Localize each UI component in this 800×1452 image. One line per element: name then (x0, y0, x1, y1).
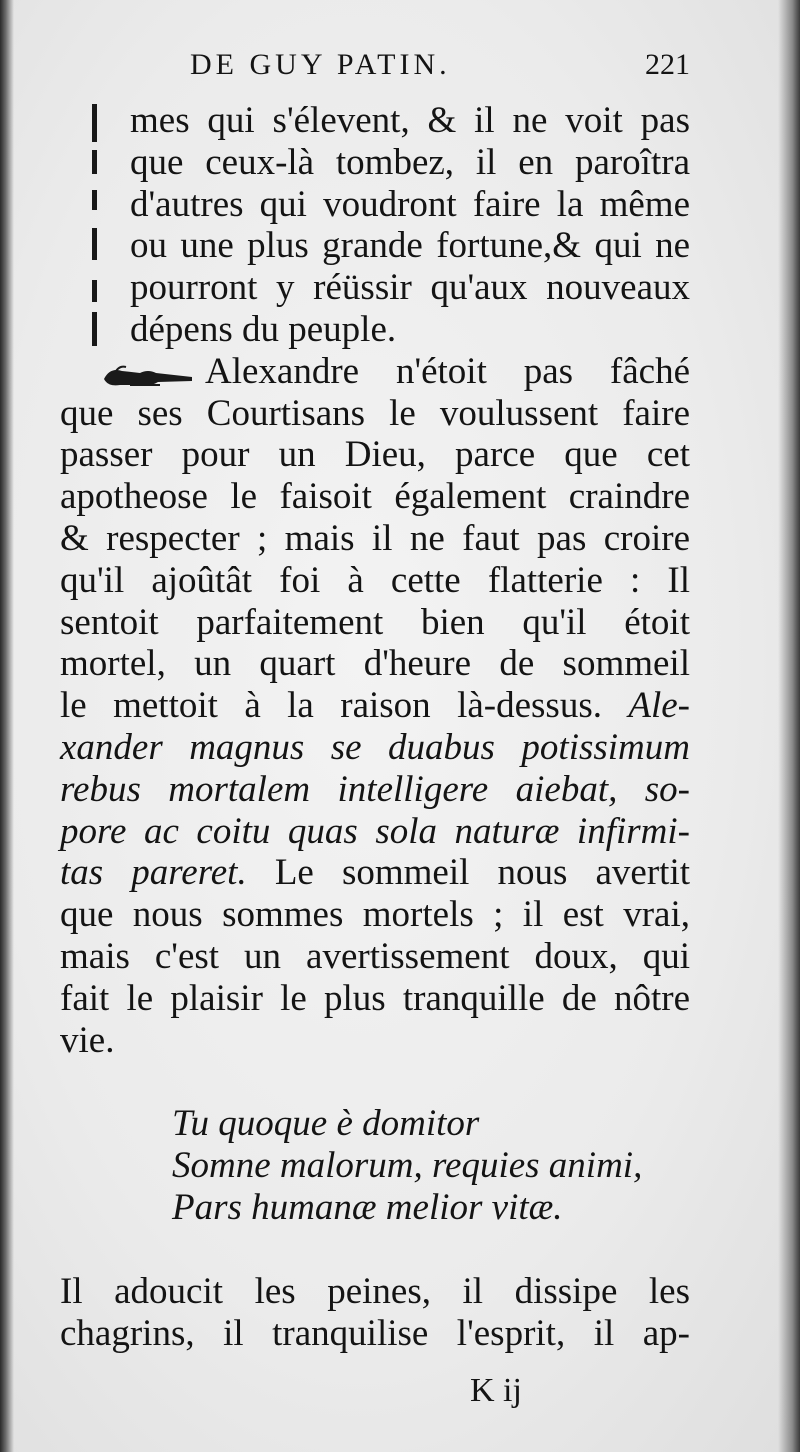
latin-quote-line: pore ac coitu quas sola naturæ infirmi- (60, 810, 690, 852)
latin-quote-line: xander magnus se duabus potissimum (60, 726, 690, 768)
paragraph-start-line: Alexandre n'étoit pas fâché (205, 350, 690, 392)
latin-quote-line (60, 769, 690, 811)
text-line: vie. (60, 1019, 115, 1061)
text-line (60, 685, 690, 727)
text-line: sentoit parfaitement bien qu'il étoit (60, 601, 690, 643)
text-line: mais c'est un avertissement doux, qui (60, 935, 690, 977)
text-fragment: Le sommeil nous avertit (274, 852, 691, 894)
text-line: mortel, un quart d'heure de sommeil (60, 643, 690, 685)
page-number: 221 (645, 48, 690, 81)
latin-quote-fragment: tas pareret. (60, 852, 247, 894)
verse-line: Pars humanæ melior vitæ. (172, 1186, 563, 1228)
text-line: apotheose le faisoit également craindre (60, 476, 690, 518)
text-line: pourront y réüssir qu'aux nouveaux (130, 267, 690, 309)
page-left-edge-shadow (0, 0, 14, 1452)
text-fragment: le mettoit à la raison là-dessus. (60, 685, 602, 727)
text-line (60, 852, 690, 894)
verse-line: Tu quoque è domitor (172, 1103, 480, 1145)
latin-quote-fragment: so- (644, 768, 691, 810)
text-line: qu'il ajoûtât foi à cette flatterie : Il (60, 559, 690, 601)
running-title: DE GUY PATIN. (190, 48, 451, 81)
text-line: ou une plus grande fortune,& qui ne (130, 225, 690, 267)
text-line: Il adoucit les peines, il dissipe les (60, 1270, 690, 1312)
text-line: d'autres qui voudront faire la même (130, 183, 690, 225)
latin-quote-fragment: Ale- (628, 685, 690, 727)
verse-line: Somne malorum, requies animi, (172, 1145, 643, 1187)
text-line: que ceux-là tombez, il en paroîtra (130, 141, 690, 183)
text-line: & respecter ; mais il ne faut pas croire (60, 517, 690, 559)
text-line: que nous sommes mortels ; il est vrai, (60, 894, 690, 936)
page-header (190, 48, 690, 98)
text-line: fait le plaisir le plus tranquille de nôtre (60, 977, 690, 1019)
text-line: mes qui s'élevent, & il ne voit pas (130, 100, 690, 141)
text-line: dépens du peuple. (130, 308, 397, 350)
latin-quote-fragment: rebus mortalem intelligere aiebat, (60, 768, 618, 810)
page-body (60, 100, 690, 1354)
text-line: chagrins, il tranquilise l'esprit, il ap- (60, 1312, 690, 1354)
page-right-edge-shadow (778, 0, 800, 1452)
text-line: passer pour un Dieu, parce que cet (60, 434, 690, 476)
signature-mark: K ij (470, 1372, 522, 1409)
text-line: que ses Courtisans le voulussent faire (60, 392, 690, 434)
